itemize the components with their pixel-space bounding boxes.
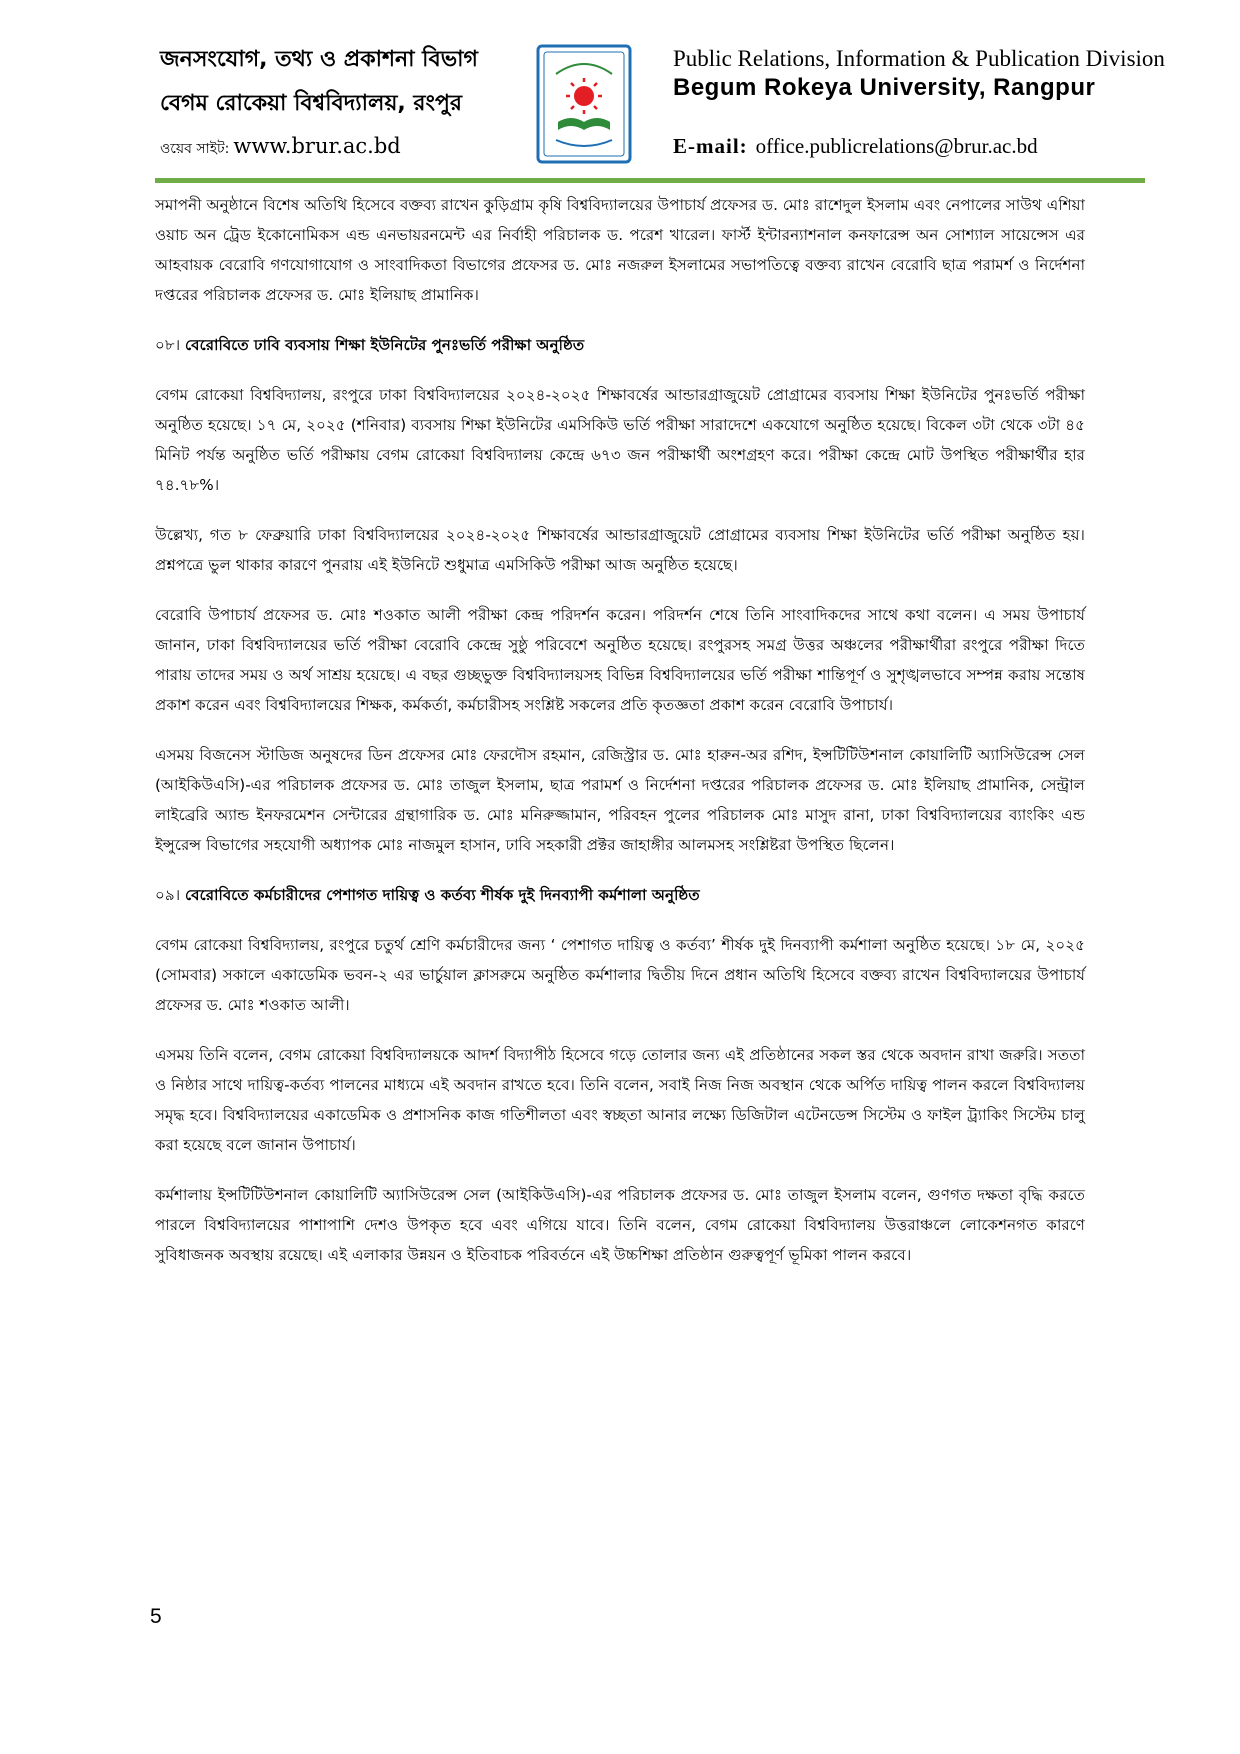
university-name-english: Begum Rokeya University, Rangpur (673, 74, 1096, 101)
section-title: বেরোবিতে কর্মচারীদের পেশাগত দায়িত্ব ও কর্তব্য শীর্ষক দুই দিনব্যাপী কর্মশালা অনুষ্ঠিত (185, 886, 700, 904)
paragraph: বেগম রোকেয়া বিশ্ববিদ্যালয়, রংপুরে ঢাকা বিশ্ববিদ্যালয়ের ২০২৪-২০২৫ শিক্ষাবর্ষের আন্ডারগ্রাজুয়েট প্রোগ্রামের ব্যবসায় শিক্ষা ইউনিটের পুনঃভর্তি পরীক্ষা অনুষ্ঠিত হয়েছে। ১৭ মে, ২০২৫ (শনিবার) ব্যবসায় শিক্ষা ইউনিটের এমসিকিউ ভর্তি পরীক্ষা সারাদেশে একযোগে অনুষ্ঠিত হয়েছে। বিকেল ৩টা থেকে ৩টা ৪৫ মিনিট পর্যন্ত অনুষ্ঠিত ভর্তি পরীক্ষায় বেগম রোকেয়া বিশ্ববিদ্যালয় কেন্দ্রে ৬৭৩ জন পরীক্ষার্থী অংশগ্রহণ করে। পরীক্ষা কেন্দ্রে মোট উপস্থিত পরীক্ষার্থীর হার ৭৪.৭৮%। (155, 386, 1085, 494)
email-label: E-mail: (673, 134, 748, 158)
paragraph: বেগম রোকেয়া বিশ্ববিদ্যালয়, রংপুরে চতুর্থ শ্রেণি কর্মচারীদের জন্য ‘ পেশাগত দায়িত্ব ও কর্তব্য’ শীর্ষক দুই দিনব্যাপী কর্মশালা অনুষ্ঠিত হয়েছে। ১৮ মে, ২০২৫ (সোমবার) সকালে একাডেমিক ভবন-২ এর ভার্চুয়াল ক্লাসরুমে অনুষ্ঠিত কর্মশালার দ্বিতীয় দিনে প্রধান অতিথি হিসেবে বক্তব্য রাখেন বিশ্ববিদ্যালয়ের উপাচার্য প্রফেসর ড. মোঃ শওকাত আলী। (155, 936, 1085, 1014)
intro-paragraph: সমাপনী অনুষ্ঠানে বিশেষ অতিথি হিসেবে বক্তব্য রাখেন কুড়িগ্রাম কৃষি বিশ্ববিদ্যালয়ের উপাচার্য প্রফেসর ড. মোঃ রাশেদুল ইসলাম এবং নেপালের সাউথ এশিয়া ওয়াচ অন ট্রেড ইকোনোমিকস এন্ড এনভায়রনমেন্ট এর নির্বাহী পরিচালক ড. পরেশ খারেল। ফার্স্ট ইন্টারন্যাশনাল কনফারেন্স অন সোশ্যাল সায়েন্সেস এর আহবায়ক বেরোবি গণযোগাযোগ ও সাংবাদিকতা বিভাগের প্রফেসর ড. মোঃ নজরুল ইসলামের সভাপতিত্বে বক্তব্য রাখেন বেরোবি ছাত্র পরামর্শ ও নির্দেশনা দপ্তরের পরিচালক প্রফেসর ড. মোঃ ইলিয়াছ প্রামানিক। (155, 196, 1085, 304)
email-line (673, 134, 1038, 159)
paragraph: এসময় তিনি বলেন, বেগম রোকেয়া বিশ্ববিদ্যালয়কে আদর্শ বিদ্যাপীঠ হিসেবে গড়ে তোলার জন্য এই প্রতিষ্ঠানের সকল স্তর থেকে অবদান রাখা জরুরি। সততা ও নিষ্ঠার সাথে দায়িত্ব-কর্তব্য পালনের মাধ্যমে এই অবদান রাখতে হবে। তিনি বলেন, সবাই নিজ নিজ অবস্থান থেকে অর্পিত দায়িত্ব পালন করলে বিশ্ববিদ্যালয় সমৃদ্ধ হবে। বিশ্ববিদ্যালয়ের একাডেমিক ও প্রশাসনিক কাজ গতিশীলতা এবং স্বচ্ছতা আনার লক্ষ্যে ডিজিটাল এটেনডেন্স সিস্টেম ও ফাইল ট্র্যাকিং সিস্টেম চালু করা হয়েছে বলে জানান উপাচার্য। (155, 1046, 1085, 1154)
newsletter-body (155, 190, 1085, 1290)
website-label: ওয়েব সাইট: (160, 141, 230, 157)
section-number: ০৮। (155, 336, 181, 354)
division-name-bengali: জনসংযোগ, তথ্য ও প্রকাশনা বিভাগ (160, 47, 478, 72)
paragraph: বেরোবি উপাচার্য প্রফেসর ড. মোঃ শওকাত আলী পরীক্ষা কেন্দ্র পরিদর্শন করেন। পরিদর্শন শেষে তিনি সাংবাদিকদের সাথে কথা বলেন। এ সময় উপাচার্য জানান, ঢাকা বিশ্ববিদ্যালয়ের ভর্তি পরীক্ষা বেরোবি কেন্দ্রে সুষ্ঠু পরিবেশে অনুষ্ঠিত হয়েছে। রংপুরসহ সমগ্র উত্তর অঞ্চলের পরীক্ষার্থীরা রংপুরে পরীক্ষা দিতে পারায় তাদের সময় ও অর্থ সাশ্রয় হয়েছে। এ বছর গুচ্ছভুক্ত বিশ্ববিদ্যালয়সহ বিভিন্ন বিশ্ববিদ্যালয়ের ভর্তি পরীক্ষা শান্তিপূর্ণ ও সুশৃঙ্খলভাবে সম্পন্ন করায় সন্তোষ প্রকাশ করেন এবং বিশ্ববিদ্যালয়ের শিক্ষক, কর্মকর্তা, কর্মচারীসহ সংশ্লিষ্ট সকলের প্রতি কৃতজ্ঞতা প্রকাশ করেন বেরোবি উপাচার্য। (155, 606, 1085, 714)
university-logo (536, 44, 632, 164)
paragraph: এসময় বিজনেস স্টাডিজ অনুষদের ডিন প্রফেসর মোঃ ফেরদৌস রহমান, রেজিস্ট্রার ড. মোঃ হারুন-অর রশিদ, ইন্সটিটিউশনাল কোয়ালিটি অ্যাসিউরেন্স সেল (আইকিউএসি)-এর পরিচালক প্রফেসর ড. মোঃ তাজুল ইসলাম, ছাত্র পরামর্শ ও নির্দেশনা দপ্তরের পরিচালক প্রফেসর ড. মোঃ ইলিয়াছ প্রামানিক, সেন্ট্রাল লাইব্রেরি অ্যান্ড ইনফরমেশন সেন্টারের গ্রন্থাগারিক ড. মোঃ মনিরুজ্জামান, পরিবহন পুলের পরিচালক মোঃ মাসুদ রানা, ঢাকা বিশ্ববিদ্যালয়ের ব্যাংকিং এন্ড ইন্সুরেন্স বিভাগের সহযোগী অধ্যাপক মোঃ নাজমুল হাসান, ঢাবি সহকারী প্রক্টর জাহাঙ্গীর আলমসহ সংশ্লিষ্টরা উপস্থিত ছিলেন। (155, 746, 1085, 854)
website-line (160, 134, 401, 161)
section-number: ০৯। (155, 886, 181, 904)
university-name-bengali: বেগম রোকেয়া বিশ্ববিদ্যালয়, রংপুর (160, 91, 463, 116)
header-divider (155, 178, 1145, 183)
section-9-heading (155, 880, 1085, 910)
email-link[interactable]: office.publicrelations@brur.ac.bd (755, 134, 1038, 158)
section-8-heading (155, 330, 1085, 360)
letterhead (0, 0, 1240, 190)
paragraph: উল্লেখ্য, গত ৮ ফেব্রুয়ারি ঢাকা বিশ্ববিদ্যালয়ের ২০২৪-২০২৫ শিক্ষাবর্ষের আন্ডারগ্রাজুয়েট প্রোগ্রামের ব্যবসায় শিক্ষা ইউনিটের ভর্তি পরীক্ষা অনুষ্ঠিত হয়। প্রশ্নপত্রে ভুল থাকার কারণে পুনরায় এই ইউনিটে শুধুমাত্র এমসিকিউ পরীক্ষা আজ অনুষ্ঠিত হয়েছে। (155, 526, 1085, 574)
page-number: 5 (150, 1605, 162, 1628)
paragraph: কর্মশালায় ইন্সটিটিউশনাল কোয়ালিটি অ্যাসিউরেন্স সেল (আইকিউএসি)-এর পরিচালক প্রফেসর ড. মোঃ তাজুল ইসলাম বলেন, গুণগত দক্ষতা বৃদ্ধি করতে পারলে বিশ্ববিদ্যালয়ের পাশাপাশি দেশও উপকৃত হবে এবং এগিয়ে যাবে। তিনি বলেন, বেগম রোকেয়া বিশ্ববিদ্যালয় উত্তরাঞ্চলে লোকেশনগত কারণে সুবিধাজনক অবস্থায় রয়েছে। এই এলাকার উন্নয়ন ও ইতিবাচক পরিবর্তনে এই উচ্চশিক্ষা প্রতিষ্ঠান গুরুত্বপূর্ণ ভূমিকা পালন করবে। (155, 1186, 1085, 1264)
division-name-english: Public Relations, Information & Publication Division (673, 46, 1165, 71)
website-link[interactable]: www.brur.ac.bd (233, 134, 401, 158)
section-title: বেরোবিতে ঢাবি ব্যবসায় শিক্ষা ইউনিটের পুনঃভর্তি পরীক্ষা অনুষ্ঠিত (185, 336, 585, 354)
